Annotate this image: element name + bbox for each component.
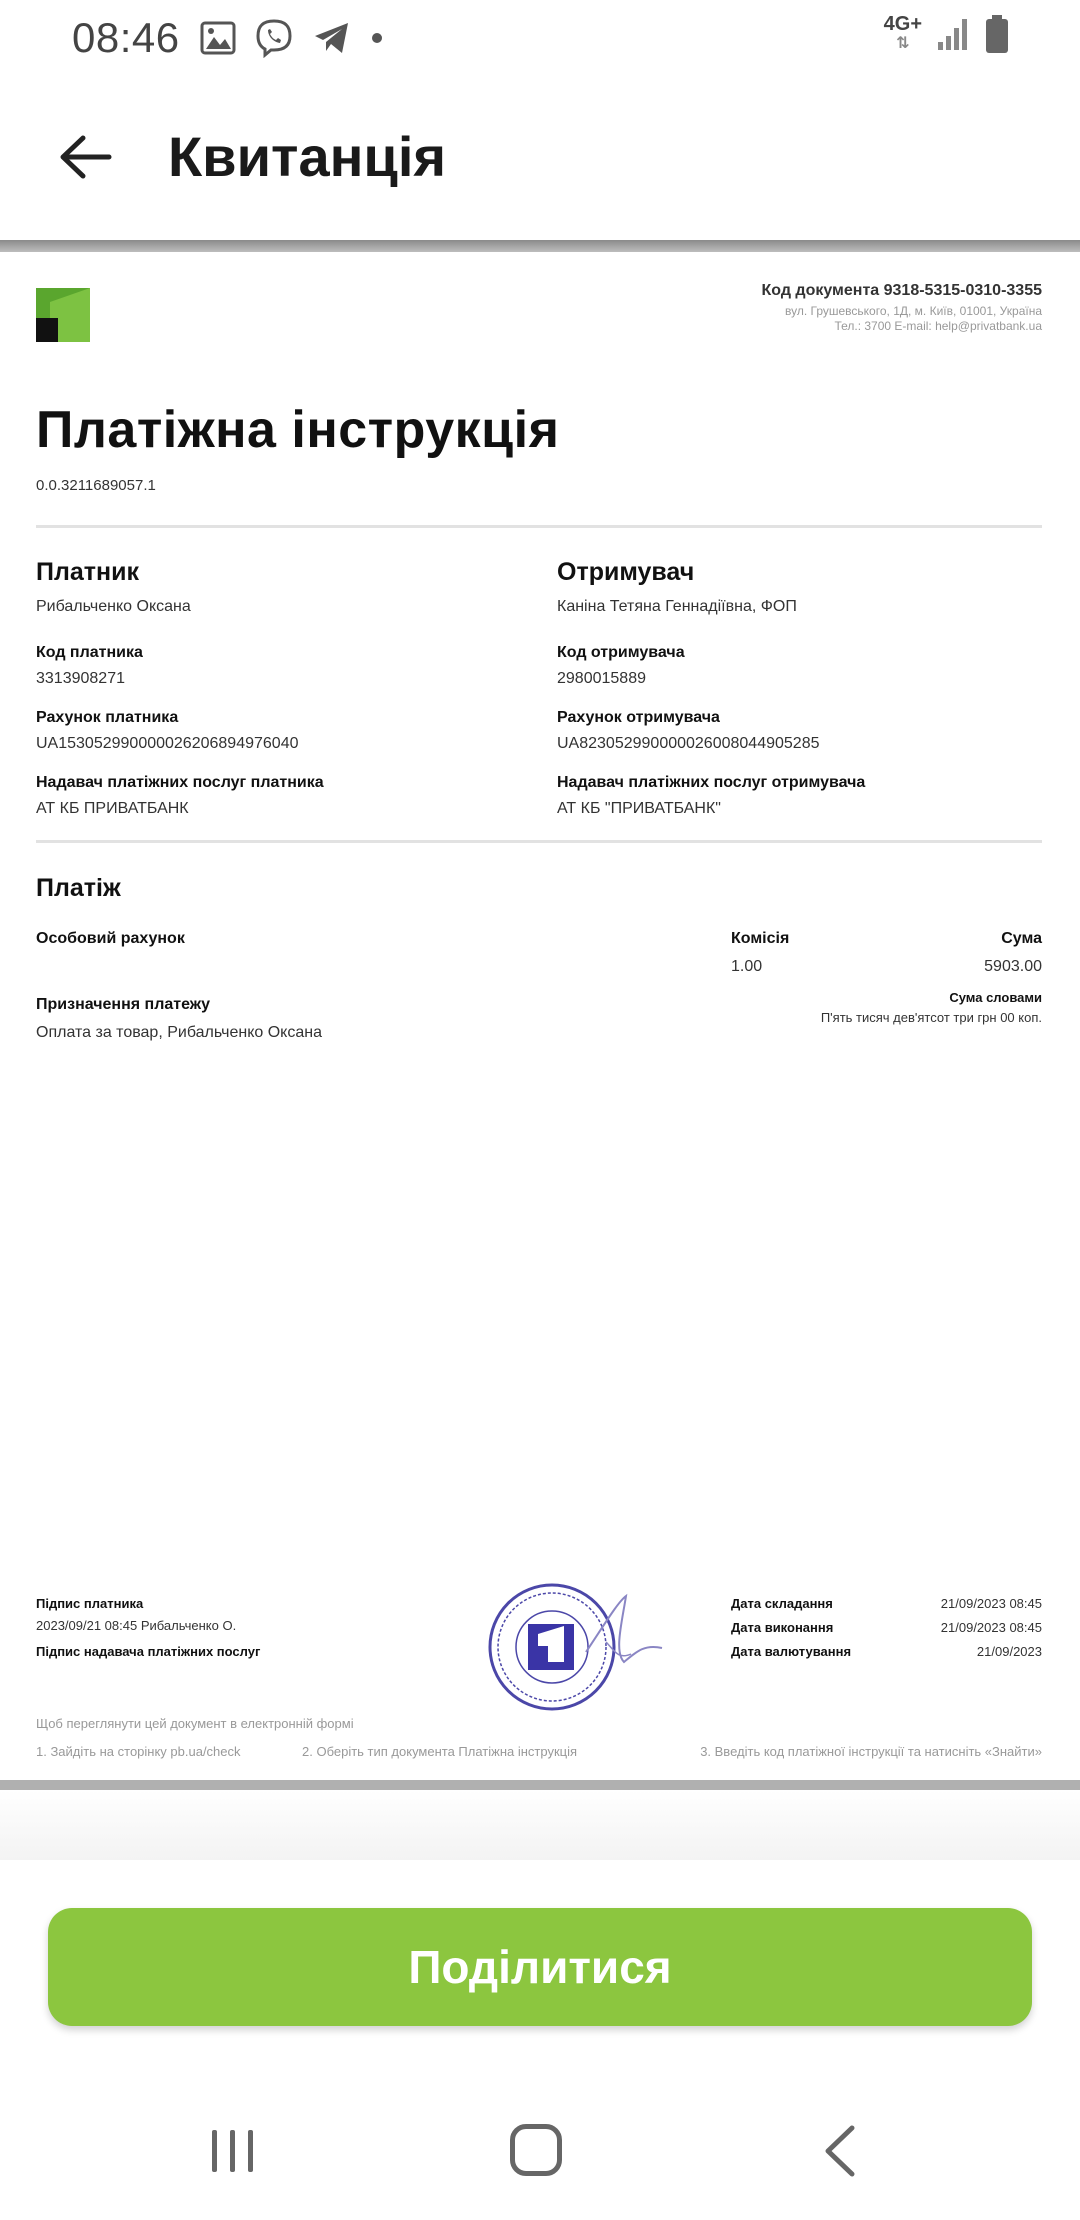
share-button[interactable]: Поділитися [48, 1908, 1032, 2026]
divider [36, 525, 1042, 528]
payer-sign-value: 2023/09/21 08:45 Рибальченко О. [36, 1618, 237, 1633]
recipient-name: Каніна Тетяна Геннадіївна, ФОП [557, 598, 797, 615]
commission-label: Комісія [731, 930, 790, 947]
footer-intro: Щоб переглянути цей документ в електронній формі [36, 1716, 354, 1731]
back-button[interactable] [50, 122, 120, 192]
bank-stamp-seal [486, 1582, 686, 1712]
payer-code: 3313908271 [36, 670, 125, 687]
date-created: 21/09/2023 08:45 [940, 1596, 1042, 1611]
date-executed: 21/09/2023 08:45 [940, 1620, 1042, 1635]
battery-icon [984, 14, 1010, 54]
document-code: Код документа 9318-5315-0310-3355 [761, 282, 1042, 299]
payment-heading: Платіж [36, 874, 121, 902]
system-nav-bar [0, 2080, 1080, 2220]
arrow-left-icon [57, 133, 113, 181]
amount-words-label: Сума словами [949, 990, 1042, 1005]
dot-icon [370, 31, 384, 45]
recipient-provider-label: Надавач платіжних послуг отримувача [557, 774, 866, 791]
telegram-icon [312, 20, 352, 56]
personal-account-label: Особовий рахунок [36, 930, 185, 947]
bottom-panel-edge [0, 1790, 1080, 1860]
sheet-shadow-bottom [0, 1780, 1080, 1790]
footer-step-3: 3. Введіть код платіжної інструкції та натисніть «Знайти» [700, 1744, 1042, 1759]
recipient-account-label: Рахунок отримувача [557, 709, 720, 726]
recipient-provider: АТ КБ "ПРИВАТБАНК" [557, 800, 721, 817]
recent-apps-icon[interactable] [208, 2126, 258, 2176]
address-line: вул. Грушевського, 1Д, м. Київ, 01001, Україна [785, 304, 1042, 318]
purpose-value: Оплата за товар, Рибальченко Оксана [36, 1024, 322, 1041]
network-type [884, 14, 922, 54]
payer-provider-label: Надавач платіжних послуг платника [36, 774, 324, 791]
app-bar [0, 72, 1080, 240]
amount-words: П'ять тисяч дев'ятсот три грн 00 коп. [820, 1010, 1042, 1025]
payer-code-label: Код платника [36, 644, 143, 661]
viber-icon [254, 18, 294, 58]
payer-sign-label: Підпис платника [36, 1596, 144, 1611]
bank-address [762, 304, 1043, 334]
recipient-code-label: Код отримувача [557, 644, 685, 661]
home-icon[interactable] [510, 2124, 562, 2176]
status-bar [0, 0, 1080, 72]
back-icon[interactable] [820, 2124, 860, 2178]
payer-account-label: Рахунок платника [36, 709, 179, 726]
receipt-document [0, 252, 1080, 1782]
footer-step-2: 2. Оберіть тип документа Платіжна інструкція [302, 1744, 578, 1759]
notification-icons [200, 18, 384, 58]
amount-label: Сума [1001, 930, 1042, 947]
provider-sign-label: Підпис надавача платіжних послуг [36, 1644, 261, 1659]
payer-provider: АТ КБ ПРИВАТБАНК [36, 800, 189, 817]
purpose-label: Призначення платежу [36, 996, 211, 1013]
network-label: 4G+ [883, 13, 922, 35]
commission-value: 1.00 [731, 958, 763, 975]
payer-account: UA153052990000026206894976040 [36, 735, 299, 752]
doc-header [762, 282, 1043, 334]
divider [36, 840, 1042, 843]
sheet-shadow-top [0, 240, 1080, 252]
page-title: Квитанція [168, 125, 447, 188]
recipient-heading: Отримувач [557, 558, 695, 586]
document-number: 0.0.3211689057.1 [36, 477, 156, 494]
recipient-account: UA823052990000026008044905285 [557, 735, 820, 752]
privatbank-logo [36, 288, 90, 342]
payer-heading: Платник [36, 558, 139, 586]
contact-line: Тел.: 3700 E-mail: help@privatbank.ua [834, 319, 1042, 333]
system-icons [884, 14, 1010, 54]
date-value-label: Дата валютування [731, 1644, 852, 1659]
image-icon [200, 21, 236, 55]
amount-value: 5903.00 [984, 958, 1042, 975]
footer-step-1: 1. Зайдіть на сторінку pb.ua/check [36, 1744, 241, 1759]
data-arrows-icon: ⇅ [896, 35, 910, 52]
recipient-code: 2980015889 [557, 670, 646, 687]
date-value: 21/09/2023 [976, 1644, 1042, 1659]
date-created-label: Дата складання [731, 1596, 833, 1611]
status-time: 08:46 [72, 14, 180, 61]
document-title: Платіжна інструкція [36, 401, 560, 459]
signal-icon [936, 16, 970, 52]
date-executed-label: Дата виконання [731, 1620, 834, 1635]
payer-name: Рибальченко Оксана [36, 598, 191, 615]
